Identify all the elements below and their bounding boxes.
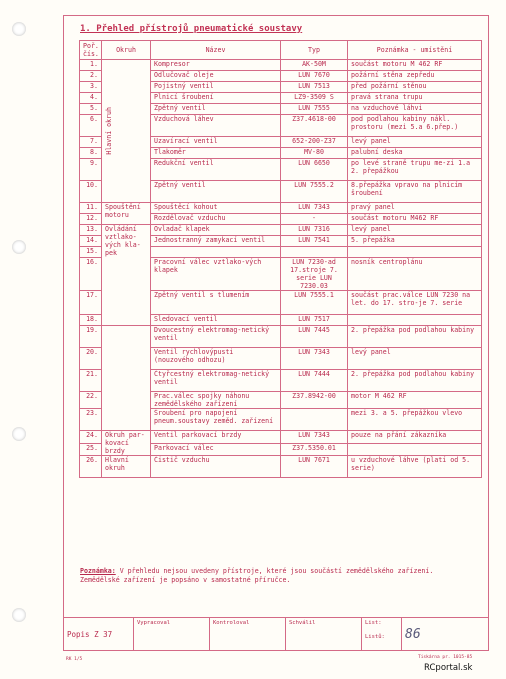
row-poznamka xyxy=(348,315,482,326)
footer-table xyxy=(63,617,489,651)
row-typ: LUN 7343 xyxy=(281,348,348,370)
row-number: 13. xyxy=(80,225,102,236)
row-nazev: Ovladač klapek xyxy=(151,225,281,236)
row-poznamka xyxy=(348,443,482,456)
row-poznamka: u vzduchové láhve (platí od 5. serie) xyxy=(348,456,482,478)
row-typ xyxy=(281,409,348,431)
row-poznamka: mezi 3. a 5. přepážkou vlevo xyxy=(348,409,482,431)
row-nazev: Zpětný ventil xyxy=(151,104,281,115)
okruh-label: Hlavní okruh xyxy=(105,456,129,472)
header-poznamka: Poznámka - umístění xyxy=(348,41,482,60)
row-typ: LUN 6650 xyxy=(281,159,348,181)
footer-list-labels xyxy=(362,618,402,651)
row-number: 10. xyxy=(80,181,102,203)
row-poznamka: levý panel xyxy=(348,137,482,148)
row-poznamka: levý panel xyxy=(348,225,482,236)
row-number: 1. xyxy=(80,60,102,71)
row-typ: LUN 7343 xyxy=(281,203,348,214)
row-number: 14. xyxy=(80,236,102,247)
row-poznamka: 2. přepážka pod podlahou kabiny xyxy=(348,326,482,348)
row-poznamka: palubní deska xyxy=(348,148,482,159)
row-number: 8. xyxy=(80,148,102,159)
row-nazev: Zpětný ventil s tlumením xyxy=(151,291,281,315)
footer-kontroloval: Kontroloval xyxy=(210,618,286,651)
row-number: 7. xyxy=(80,137,102,148)
punch-hole xyxy=(12,427,26,441)
row-typ: LUN 7316 xyxy=(281,225,348,236)
row-nazev: Pracovní válec vztlako-vých klapek xyxy=(151,258,281,291)
okruh-cell xyxy=(102,60,151,203)
footer-list-label: List: xyxy=(365,620,382,626)
row-number: 24. xyxy=(80,431,102,444)
row-typ: LUN 7555 xyxy=(281,104,348,115)
watermark: RCportal.sk xyxy=(424,663,473,673)
row-typ: LUN 7444 xyxy=(281,370,348,392)
page-title: 1. Přehled přístrojů pneumatické soustavy xyxy=(80,24,303,34)
row-typ: 652-200-Z37 xyxy=(281,137,348,148)
row-typ: LUN 7670 xyxy=(281,71,348,82)
okruh-cell xyxy=(102,326,151,431)
header-typ: Typ xyxy=(281,41,348,60)
row-poznamka: součást motoru M 462 RF xyxy=(348,60,482,71)
row-poznamka: před požární stěnou xyxy=(348,82,482,93)
note-text: V přehledu nejsou uvedeny přístroje, které jsou součástí zemědělského zařízení. Zemědělské zařízení je popsáno v samostatné příručce. xyxy=(80,567,434,584)
row-typ: LUN 7517 xyxy=(281,315,348,326)
row-poznamka xyxy=(348,247,482,258)
row-typ: Z37.4618-00 xyxy=(281,115,348,137)
row-poznamka: pravá strana trupu xyxy=(348,93,482,104)
table-row xyxy=(80,225,482,236)
table-row xyxy=(80,60,482,71)
row-poznamka: na vzduchové láhvi xyxy=(348,104,482,115)
row-poznamka: levý panel xyxy=(348,348,482,370)
header-no: Poř. čís. xyxy=(80,41,102,60)
row-nazev: Zpětný ventil xyxy=(151,181,281,203)
punch-hole xyxy=(12,22,26,36)
row-number: 2. xyxy=(80,71,102,82)
instrument-table xyxy=(79,40,482,478)
row-poznamka: součást motoru M462 RF xyxy=(348,214,482,225)
table-row xyxy=(80,326,482,348)
row-number: 18. xyxy=(80,315,102,326)
row-number: 3. xyxy=(80,82,102,93)
row-poznamka: motor M 462 RF xyxy=(348,392,482,409)
row-nazev: Vzduchová láhev xyxy=(151,115,281,137)
okruh-cell xyxy=(102,431,151,456)
punch-hole xyxy=(12,608,26,622)
row-typ: AK-50M xyxy=(281,60,348,71)
row-nazev: Čtyřcestný elektromag-netický ventil xyxy=(151,370,281,392)
row-number: 5. xyxy=(80,104,102,115)
table-header-row xyxy=(80,41,482,60)
row-nazev: Prac.válec spojky náhonu zemědělského zařízení xyxy=(151,392,281,409)
row-typ: LUN 7513 xyxy=(281,82,348,93)
row-poznamka: součást prac.válce LUN 7230 na let. do 17. stro-je 7. serie xyxy=(348,291,482,315)
row-number: 22. xyxy=(80,392,102,409)
row-typ: LZ9-3509 S xyxy=(281,93,348,104)
row-number: 23. xyxy=(80,409,102,431)
row-typ: LUN 7343 xyxy=(281,431,348,444)
page-number: 86 xyxy=(405,626,421,642)
row-number: 15. xyxy=(80,247,102,258)
header-nazev: Název xyxy=(151,41,281,60)
note-label: Poznámka: xyxy=(80,567,116,575)
row-poznamka: 2. přepážka pod podlahou kabiny xyxy=(348,370,482,392)
row-nazev: Jednostranný zamykací ventil xyxy=(151,236,281,247)
okruh-cell xyxy=(102,203,151,225)
row-typ: LUN 7541 xyxy=(281,236,348,247)
row-nazev xyxy=(151,247,281,258)
row-typ: MV-80 xyxy=(281,148,348,159)
row-typ xyxy=(281,247,348,258)
row-number: 17. xyxy=(80,291,102,315)
row-poznamka: nosník centroplánu xyxy=(348,258,482,291)
okruh-label: Okruh par-kovací brzdy xyxy=(105,431,145,455)
row-nazev: Parkovací válec xyxy=(151,443,281,456)
row-poznamka: 5. přepážka xyxy=(348,236,482,247)
row-number: 4. xyxy=(80,93,102,104)
row-typ: LUN 7555.2 xyxy=(281,181,348,203)
row-nazev: Ventil parkovací brzdy xyxy=(151,431,281,444)
row-number: 12. xyxy=(80,214,102,225)
table-row xyxy=(80,203,482,214)
okruh-cell xyxy=(102,225,151,326)
row-number: 21. xyxy=(80,370,102,392)
header-okruh: Okruh xyxy=(102,41,151,60)
okruh-label: Ovládání vztlako-vých kla-pek xyxy=(105,225,141,257)
punch-hole xyxy=(12,240,26,254)
row-number: 26. xyxy=(80,456,102,478)
footer-schvalil: Schválil xyxy=(286,618,362,651)
row-number: 19. xyxy=(80,326,102,348)
row-nazev: Tlakoměr xyxy=(151,148,281,159)
row-poznamka: 8.přepážka vpravo na plnicím šroubení xyxy=(348,181,482,203)
row-number: 20. xyxy=(80,348,102,370)
note xyxy=(80,567,475,585)
row-nazev: Čistič vzduchu xyxy=(151,456,281,478)
row-typ: LUN 7230-ad 17.stroje 7. serie LUN 7230.03 xyxy=(281,258,348,291)
table-row xyxy=(80,456,482,478)
row-typ: LUN 7671 xyxy=(281,456,348,478)
footer-page-cell xyxy=(402,618,489,651)
row-nazev: Sledovací ventil xyxy=(151,315,281,326)
row-typ: LUN 7555.1 xyxy=(281,291,348,315)
table-row xyxy=(80,431,482,444)
row-typ: - xyxy=(281,214,348,225)
row-poznamka: po levé straně trupu me-zi 1.a 2. přepážkou xyxy=(348,159,482,181)
row-nazev: Kompresor xyxy=(151,60,281,71)
printer-code: Tiskárna pr. 1015-85 xyxy=(418,655,473,660)
row-number: 9. xyxy=(80,159,102,181)
row-nazev: Plnicí šroubení xyxy=(151,93,281,104)
okruh-cell xyxy=(102,456,151,478)
footer-popis: Popis Z 37 xyxy=(64,618,134,651)
row-nazev: Dvoucestný elektromag-netický ventil xyxy=(151,326,281,348)
row-nazev: Redukční ventil xyxy=(151,159,281,181)
row-number: 11. xyxy=(80,203,102,214)
row-nazev: Rozdělovač vzduchu xyxy=(151,214,281,225)
okruh-label: Hlavní okruh xyxy=(105,107,113,155)
row-poznamka: pod podlahou kabiny nákl. prostoru (mezi 5.a 6.přep.) xyxy=(348,115,482,137)
row-poznamka: pouze na přání zákazníka xyxy=(348,431,482,444)
print-code: RK 1/5 xyxy=(66,657,83,662)
row-typ: LUN 7445 xyxy=(281,326,348,348)
okruh-label: Spouštění motoru xyxy=(105,203,141,219)
row-typ: Z37.8942-00 xyxy=(281,392,348,409)
row-nazev: Šroubení pro napojení pneum.soustavy zeměd. zařízení xyxy=(151,409,281,431)
row-nazev: Spouštěcí kohout xyxy=(151,203,281,214)
row-number: 25. xyxy=(80,443,102,456)
row-number: 16. xyxy=(80,258,102,291)
row-nazev: Pojistný ventil xyxy=(151,82,281,93)
footer-listu-label: Listů: xyxy=(365,634,385,640)
row-number: 6. xyxy=(80,115,102,137)
row-nazev: Uzavírací ventil xyxy=(151,137,281,148)
row-nazev: Odlučovač oleje xyxy=(151,71,281,82)
row-poznamka: pravý panel xyxy=(348,203,482,214)
row-typ: Z37.5350.01 xyxy=(281,443,348,456)
footer-vypracoval: Vypracoval xyxy=(134,618,210,651)
row-poznamka: požární stěna zepředu xyxy=(348,71,482,82)
row-nazev: Ventil rychlovýpusti (nouzového odhozu) xyxy=(151,348,281,370)
